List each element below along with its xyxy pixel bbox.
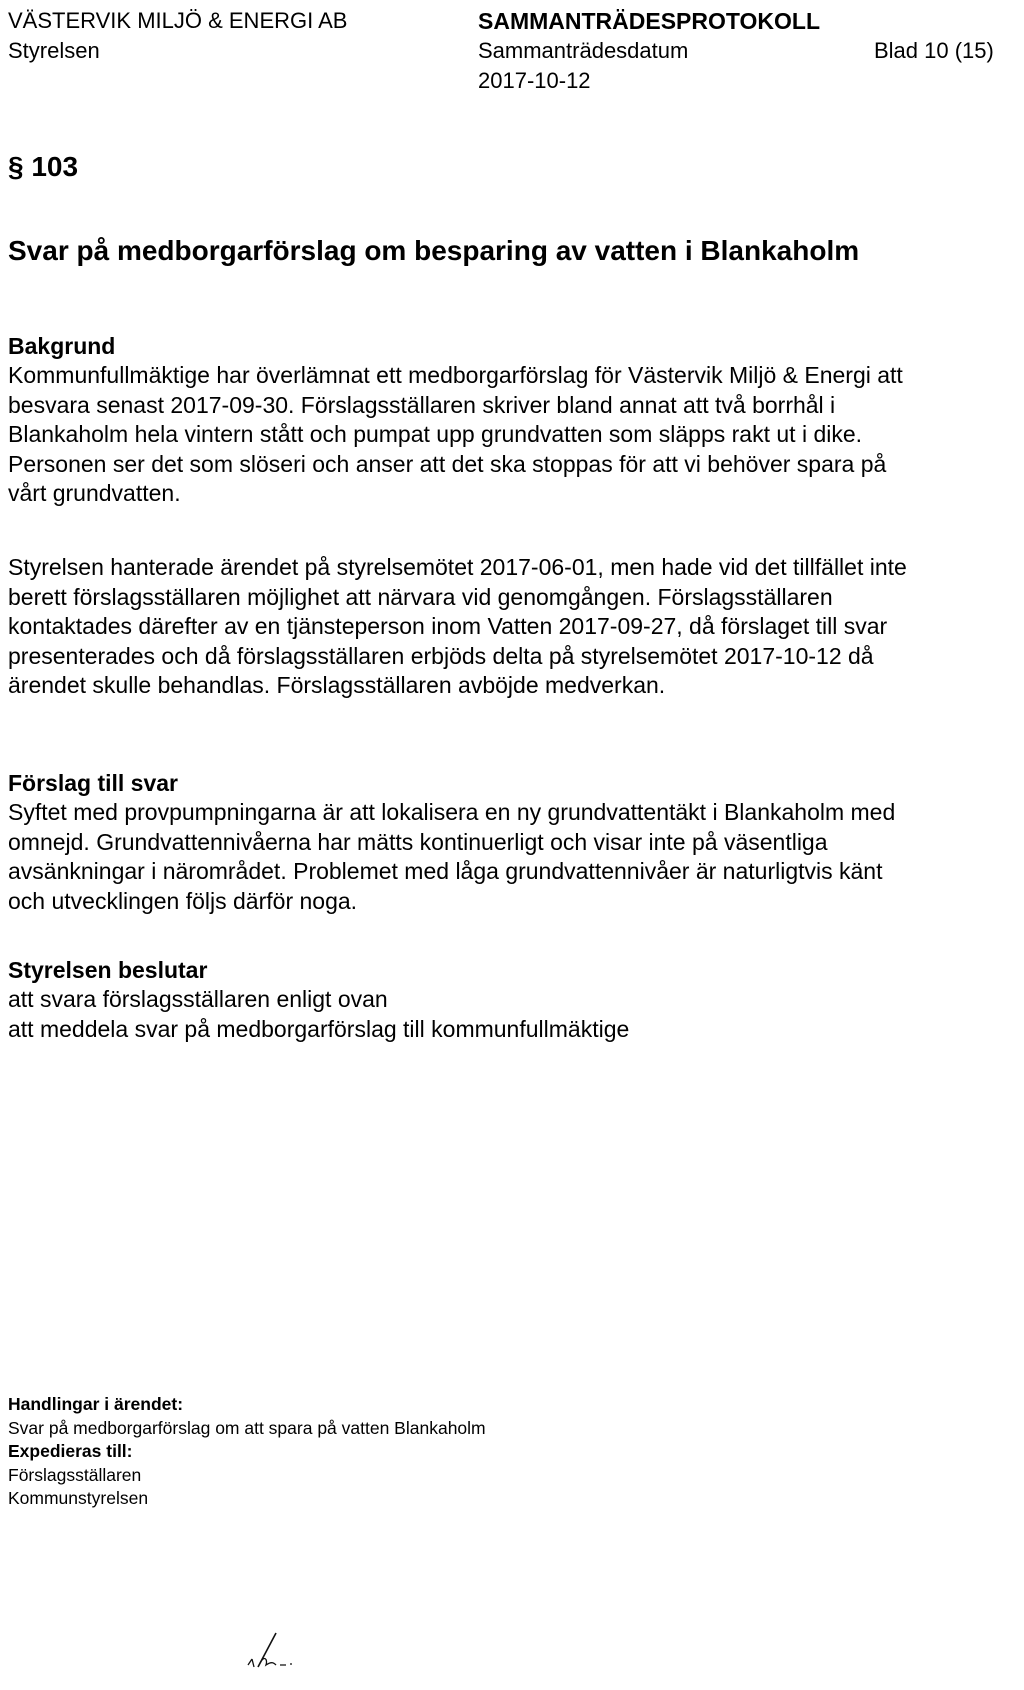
decision-heading: Styrelsen beslutar (8, 957, 208, 983)
background-section (8, 331, 913, 509)
paragraph-number: § 103 (8, 151, 79, 182)
page-number: Blad 10 (15) (874, 38, 994, 63)
footer (8, 1393, 708, 1511)
decision-item: att meddela svar på medborgarförslag till kommunfullmäktige (8, 1015, 630, 1042)
proposal-section (8, 768, 913, 916)
board-handling-text: Styrelsen hanterade ärendet på styrelsemötet 2017-06-01, men hade vid det tillfället inte berett förslagsställaren möjlighet att närvara vid genomgången. Förslagsställaren kontaktades därefter av en tjänsteperson inom Vatten 2017-09-27, då förslaget till svar presenterades och då förslagsställaren erbjöds delta på styrelsemötet 2017-10-12 då ärendet skulle behandlas. Förslagsställaren avböjde medverkan. (8, 554, 907, 698)
meeting-date: 2017-10-12 (478, 68, 591, 93)
signature-initials (230, 1615, 310, 1675)
meeting-date-label: Sammanträdesdatum (478, 38, 689, 63)
organization-name: VÄSTERVIK MILJÖ & ENERGI AB (8, 8, 348, 33)
document-item: Svar på medborgarförslag om att spara på vatten Blankaholm (8, 1417, 486, 1438)
documents-label: Handlingar i ärendet: (8, 1394, 184, 1414)
section-title: Svar på medborgarförslag om besparing av vatten i Blankaholm (8, 235, 860, 266)
background-text: Kommunfullmäktige har överlämnat ett medborgarförslag för Västervik Miljö & Energi att besvara senast 2017-09-30. Förslagsställaren skriver bland annat att två borrhål i Blankaholm hela vintern stått och pumpat upp grundvatten som släpps rakt ut i dike. Personen ser det som slöseri och anser att det ska stoppas för att vi behöver spara på vårt grundvatten. (8, 362, 903, 506)
proposal-heading: Förslag till svar (8, 770, 179, 796)
recipient-item: Förslagsställaren (8, 1464, 142, 1485)
sent-to-label: Expedieras till: (8, 1441, 133, 1461)
recipient-item: Kommunstyrelsen (8, 1488, 149, 1508)
document-type: SAMMANTRÄDESPROTOKOLL (478, 8, 821, 34)
decision-section (8, 955, 913, 1044)
board-handling-section (8, 553, 913, 701)
board-name: Styrelsen (8, 38, 100, 63)
proposal-text: Syftet med provpumpningarna är att lokalisera en ny grundvattentäkt i Blankaholm med omnejd. Grundvattennivåerna har mätts kontinuerligt och visar inte på väsentliga avsänkningar i närområdet. Problemet med låga grundvattennivåer är naturligtvis känt och utvecklingen följs därför noga. (8, 799, 896, 914)
background-heading: Bakgrund (8, 333, 116, 359)
decision-item: att svara förslagsställaren enligt ovan (8, 986, 388, 1012)
